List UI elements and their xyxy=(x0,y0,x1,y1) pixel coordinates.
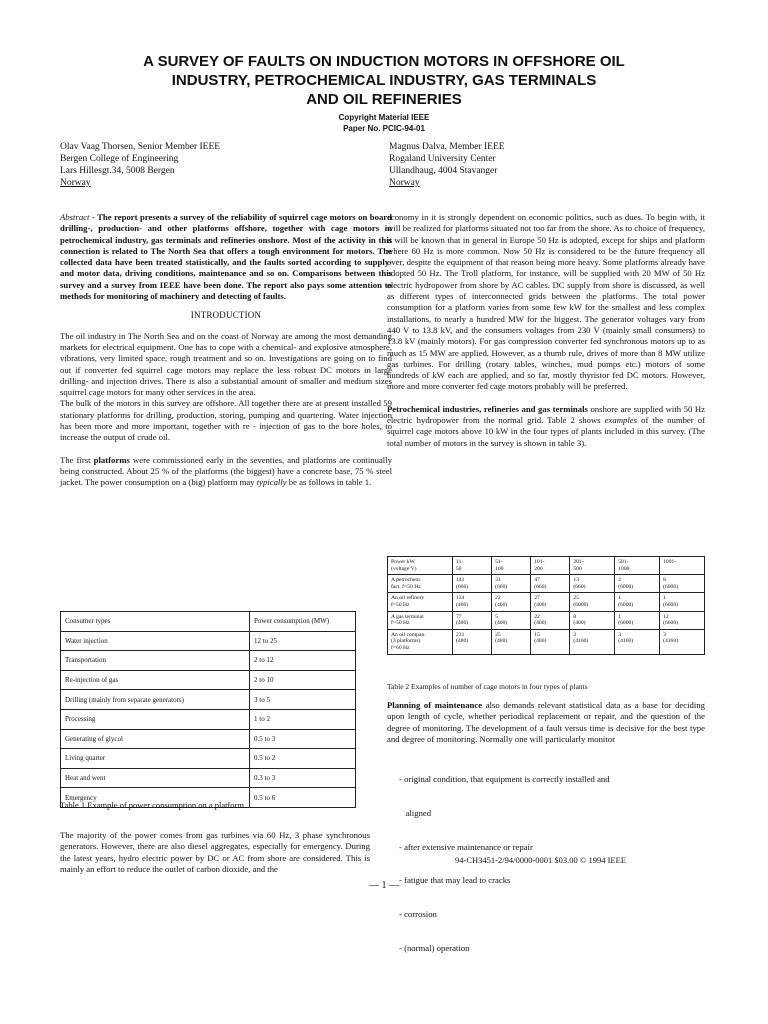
left-column xyxy=(60,212,392,489)
text-run-bold: platforms xyxy=(93,454,130,465)
author-country: Norway xyxy=(389,178,420,188)
table-cell: An oil refinery f=50 Hz xyxy=(388,593,453,611)
page-number: — 1 — xyxy=(369,880,399,891)
table-row xyxy=(388,593,705,611)
abstract xyxy=(60,212,392,302)
table-2 xyxy=(387,556,705,655)
table-cell: 5 (400) xyxy=(492,611,531,629)
abstract-label: Abstract xyxy=(60,212,90,222)
table-row xyxy=(61,690,356,710)
table-1 xyxy=(60,611,356,808)
author-country: Norway xyxy=(60,178,91,188)
right-paragraph-1: economy in it is strongly dependent on economic politics, such as dues. To begin with, it will be realized for platforms situated not too far from the shore. As to choice of frequency, it will be known that in general in Europe 50 Hz is adopted, except for ships and platform where 60 Hz is more common. Now 50 Hz is considered to be the future frequency all over, despite the equipment of that reason being more heavy. Some platforms already have adopted 50 Hz. The Troll platform, for instance, will be supplied with 20 MW of 50 Hz electric hydropower from shore by AC cables. DC supply from shore is discussed, as well as different types of interconnected grids between the platforms. The total power consumption for a platform varies from some few kW for the smallest and less complex installations, to nearly a hundred MW for the biggest. The generator voltages vary from 440 V to 13.8 kV, and the consumers voltages from 230 V (mainly small consumers) to 13.8 kV (mainly motors). For gas compression converter fed synchronous motors up to as much as 15 MW are applied. However, as a thumb rule, drives of more than 8 MW utilize gas turbines. For drilling (rotary tables, winches, mud pumps etc.) motors of some hundreds of kW each are applied, and so far, mostly thyristor fed DC motors. However, more and more converter fed cage motors probably will be preferred. xyxy=(387,212,705,392)
table-cell: 8 (400) xyxy=(570,611,615,629)
table-header-cell: 201- 500 xyxy=(570,557,615,575)
right-column-bottom xyxy=(387,700,705,977)
table-2-caption: Table 2 Examples of number of cage motors in four types of plants xyxy=(387,682,588,691)
intro-paragraph-1: The oil industry in The North Sea and on the coast of Norway are among the most demanding markets for electrical equipment. One has to cope with a chemical- and explosive atmosphere, vibrations, very limited space, rough treatment and so on. Investigations are going on to find out if converter fed squirrel cage motors may replace the less robust DC motors in large drilling- and injection drives. There is also a substantial amount of smaller and medium sizes squirrel cage motors for many other services in the area. xyxy=(60,330,392,398)
table-cell: 12 to 25 xyxy=(250,631,356,651)
table-row xyxy=(388,611,705,629)
table-cell: 231 (480) xyxy=(453,629,492,654)
table-cell: 2 (4160) xyxy=(570,629,615,654)
text-run: of the number of squirrel cage motors above 10 kW in the four types of plants included in this survey. (The total number of motors in the survey is shown in table 3). xyxy=(387,415,706,448)
table-cell: 1 to 2 xyxy=(250,709,356,729)
table-cell: 3 (4160) xyxy=(660,629,705,654)
table-row xyxy=(61,670,356,690)
table-header-cell: 1001- xyxy=(660,557,705,575)
table-cell: Generating of glycol xyxy=(61,729,250,749)
text-run: be as follows in table 1. xyxy=(286,477,372,488)
list-item: - original condition, that equipment is correctly installed and xyxy=(399,773,610,784)
table-cell: Water injection xyxy=(61,631,250,651)
table-row xyxy=(61,709,356,729)
author-address: Ullandhaug, 4004 Stavanger xyxy=(389,166,498,176)
table-cell: Emergency xyxy=(61,788,250,808)
table-row xyxy=(61,631,356,651)
list-item: - after extensive maintenance or repair xyxy=(399,841,533,852)
table-cell: 27 (400) xyxy=(531,593,570,611)
table-cell: 1 (6000) xyxy=(615,593,660,611)
abstract-text: - The report presents a survey of the reliability of squirrel cage motors on board drilling-, production- and other platforms offshore, together with cage motors in petrochemical industry, gas terminals and refineries onshore. Most of the activity in this connection is related to The North Sea that offers a tough environment for motors. The collected data have been treated statistically, and the faults sorted according to supply- and motor data, driving conditions, maintenance and so on. Comparisons between this survey and a survey from IEEE have been done. The report also pays some attention to methods for monitoring of machinery and detecting of faults. xyxy=(60,212,392,302)
table-cell: 3 (4160) xyxy=(615,629,660,654)
text-run-bold: Planning of maintenance xyxy=(387,700,483,710)
table-cell: 47 (660) xyxy=(531,575,570,593)
table-cell: 0.5 to 2 xyxy=(250,749,356,769)
author-right xyxy=(389,141,505,189)
table-cell: 25 (6000) xyxy=(570,593,615,611)
table-cell: Living quarter xyxy=(61,749,250,769)
text-run-italic: typically xyxy=(256,477,287,488)
table-cell: 8 (6000) xyxy=(660,575,705,593)
paper-title xyxy=(60,52,708,109)
table-cell: 25 (480) xyxy=(492,629,531,654)
list-item: - corrosion xyxy=(399,909,437,920)
table-cell: 13 (660) xyxy=(570,575,615,593)
title-line-2: INDUSTRY, PETROCHEMICAL INDUSTRY, GAS TERMINALS xyxy=(171,72,597,89)
left-column-bottom xyxy=(60,830,370,875)
author-affiliation: Bergen College of Engineering xyxy=(60,154,179,164)
list-item: - fatigue that may lead to cracks xyxy=(399,875,511,886)
table-cell: 22 (400) xyxy=(492,593,531,611)
table-cell: 3 to 5 xyxy=(250,690,356,710)
table-cell: 22 (400) xyxy=(531,611,570,629)
table-cell: Re-injection of gas xyxy=(61,670,250,690)
author-affiliation: Rogaland University Center xyxy=(389,154,496,164)
table-row xyxy=(388,629,705,654)
author-address: Lars Hillesgt.34, 5008 Bergen xyxy=(60,166,175,176)
table-cell: 31 (660) xyxy=(492,575,531,593)
text-run: The first xyxy=(60,454,94,465)
section-heading-introduction: INTRODUCTION xyxy=(190,310,262,321)
intro-paragraph-2: The bulk of the motors in this survey are offshore. All together there are at present installed 59 stationary platforms for drilling, production, storing, pumping and quartering. Water injection has been more and more important, together with re - injection of gas to the bore holes, to increase the output of crude oil. xyxy=(60,398,392,443)
table-cell: 0.3 to 3 xyxy=(250,768,356,788)
intro-paragraph-3 xyxy=(60,455,392,489)
paper-number: Paper No. PCIC-94-01 xyxy=(343,124,425,133)
table-cell: 77 (400) xyxy=(453,611,492,629)
table-cell: 2 to 12 xyxy=(250,651,356,671)
author-name: Olav Vaag Thorsen, Senior Member IEEE xyxy=(60,142,221,152)
table-header-cell: 51- 100 xyxy=(492,557,531,575)
table-row xyxy=(61,729,356,749)
table-cell: An oil compan. (3 platforms) f=60 Hz xyxy=(388,629,453,654)
table-cell: 1 (6000) xyxy=(615,611,660,629)
author-left xyxy=(60,141,220,189)
text-run-bold: Petrochemical industries, refineries and gas terminals xyxy=(387,403,588,414)
table-cell: 0.5 to 3 xyxy=(250,729,356,749)
table-cell: 2 to 10 xyxy=(250,670,356,690)
text-run: were commissioned early in the seventies, and platforms are continually being constructed. About 25 % of the platforms (the biggest) have a concrete base, 75 % steel jacket. The power consumption on a (big) platform may xyxy=(60,454,392,488)
table-cell: 12 (6600) xyxy=(660,611,705,629)
table-cell: 141 (660) xyxy=(453,575,492,593)
table-1-caption: Table 1 Example of power consumption on a platform xyxy=(60,800,244,810)
table-cell: A petrochem. fact. f=50 Hz xyxy=(388,575,453,593)
table-header-cell: Consumer types xyxy=(61,612,250,632)
right-paragraph-3 xyxy=(387,700,705,745)
table-row xyxy=(61,768,356,788)
table-row xyxy=(61,749,356,769)
ieee-code: 94-CH3451-2/94/0000-0001 $03.00 © 1994 IEEE xyxy=(455,855,627,865)
intro-paragraph-4: The majority of the power comes from gas turbines via 60 Hz, 3 phase synchronous generators. However, there are also diesel aggregates, especially for emergency. During the latest years, hydro electric power by DC or AC from shore are considered. This is mainly an effort to reduce the outlet of carbon dioxide, and the xyxy=(60,830,370,874)
right-paragraph-2 xyxy=(387,404,705,449)
table-cell: 15 (480) xyxy=(531,629,570,654)
table-cell: 2 (6000) xyxy=(615,575,660,593)
author-name: Magnus Dalva, Member IEEE xyxy=(389,142,505,152)
table-row xyxy=(61,651,356,671)
title-line-3: AND OIL REFINERIES xyxy=(306,91,462,108)
right-column xyxy=(387,212,705,449)
table-header-row xyxy=(61,612,356,632)
title-line-1: A SURVEY OF FAULTS ON INDUCTION MOTORS IN OFFSHORE OIL xyxy=(143,53,625,70)
table-cell: A gas terminal f=50 Hz xyxy=(388,611,453,629)
table-cell: Transportation xyxy=(61,651,250,671)
table-header-row xyxy=(388,557,705,575)
table-header-cell: 101- 200 xyxy=(531,557,570,575)
table-cell: Processing xyxy=(61,709,250,729)
text-run-italic: examples xyxy=(604,415,638,426)
table-cell: Drilling (mainly from separate generators) xyxy=(61,690,250,710)
copyright-block xyxy=(0,112,768,134)
table-cell: 134 (400) xyxy=(453,593,492,611)
list-item: aligned xyxy=(399,807,432,818)
text-run: onshore are supplied with 50 Hz electric hydropower from the normal grid. Table 2 shows xyxy=(387,403,706,426)
table-row xyxy=(388,575,705,593)
table-cell: 0.5 to 6 xyxy=(250,788,356,808)
table-cell: Heat and went xyxy=(61,768,250,788)
list-item: - (normal) operation xyxy=(399,943,470,954)
table-header-cell: Power consumption (MW) xyxy=(250,612,356,632)
table-header-cell: Power kW (voltage V) xyxy=(388,557,453,575)
table-header-cell: 501- 1000 xyxy=(615,557,660,575)
text-run: also demands relevant statistical data as a base for deciding upon length of cycle, whether periodical replacement or repair, and the question of the degree of monitoring. The development of a fault versus time is decisive for the best type and degree of monitoring. Normally one will particularly monitor xyxy=(387,700,705,744)
copyright-notice: Copyright Material IEEE xyxy=(338,113,430,122)
table-cell: 1 (6000) xyxy=(660,593,705,611)
table-header-cell: 11- 50 xyxy=(453,557,492,575)
